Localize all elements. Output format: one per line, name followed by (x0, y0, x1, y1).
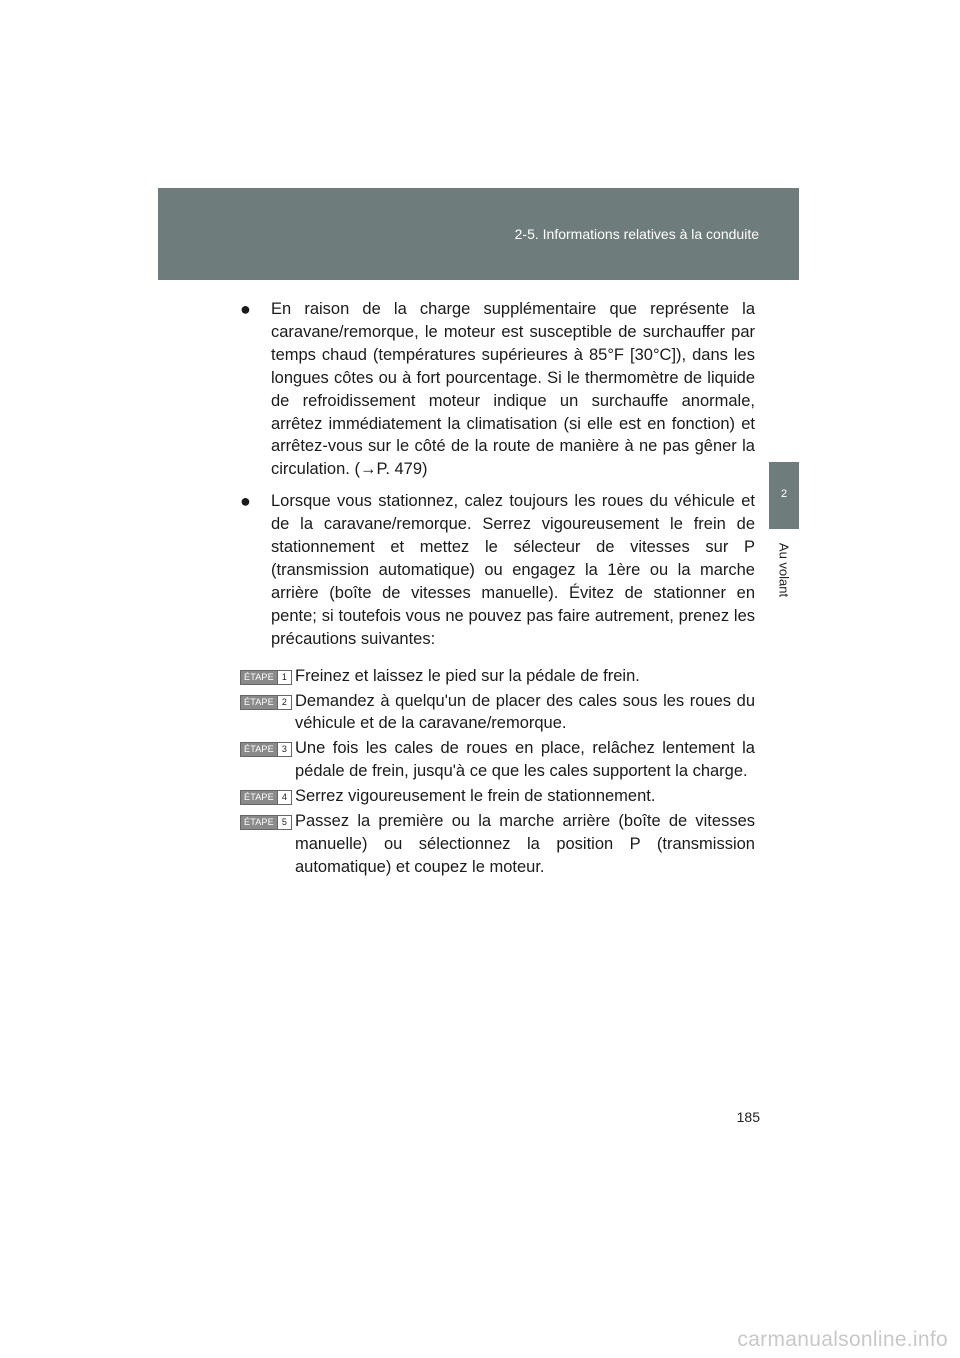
step-badge-label: ÉTAPE (241, 671, 277, 684)
step-badge (240, 695, 292, 710)
page-number: 185 (736, 1109, 760, 1125)
bullet-text: Lorsque vous stationnez, calez toujours les roues du véhicule et de la caravane/remorque. Serrez vigoureusement le frein de stationnement et mettez le sélecteur de vitesses sur P (transmission automatique) ou engagez la 1ère ou la marche arrière (boîte de vitesses manuelle). Évitez de stationner en pente; si toutefois vous ne pouvez pas faire autrement, prenez les précautions suivantes: (271, 492, 755, 648)
chapter-label: Au volant (776, 542, 792, 598)
step-item-5 (240, 810, 755, 879)
bullet-item-overheating (240, 298, 755, 481)
step-item-2 (240, 690, 755, 736)
step-badge-label: ÉTAPE (241, 791, 277, 804)
watermark-text: carmanualsonline.info (737, 1328, 948, 1351)
step-badge-number: 3 (277, 743, 291, 756)
step-badge (240, 790, 292, 805)
step-item-3 (240, 737, 755, 783)
step-badge (240, 815, 292, 830)
step-badge-number: 4 (277, 791, 291, 804)
step-badge (240, 742, 292, 757)
step-text: Une fois les cales de roues en place, relâchez lentement la pédale de frein, jusqu'à ce que les cales supportent la charge. (295, 739, 755, 781)
step-badge-label: ÉTAPE (241, 743, 277, 756)
step-badge-label: ÉTAPE (241, 816, 277, 829)
step-item-4 (240, 785, 755, 808)
step-text: Passez la première ou la marche arrière (boîte de vitesses manuelle) ou sélectionnez la position P (transmission automatique) et coupez le moteur. (295, 812, 755, 876)
bullet-icon: ● (240, 299, 251, 319)
step-item-1 (240, 665, 755, 688)
step-badge (240, 670, 292, 685)
step-text: Serrez vigoureusement le frein de stationnement. (295, 787, 656, 806)
chapter-number: 2 (780, 488, 788, 500)
step-text: Freinez et laissez le pied sur la pédale de frein. (295, 666, 640, 685)
step-list (240, 665, 755, 879)
step-badge-number: 2 (277, 696, 291, 709)
section-title: 2-5. Informations relatives à la conduite (514, 226, 759, 242)
step-badge-number: 5 (277, 816, 291, 829)
step-badge-label: ÉTAPE (241, 696, 277, 709)
bullet-text: En raison de la charge supplémentaire que représente la caravane/remorque, le moteur est susceptible de surchauffer par temps chaud (températures supérieures à 85°F [30°C]), dans les longues côtes ou à fort pourcentage. Si le thermomètre de liquide de refroidissement moteur indique un surchauffe anormale, arrêtez immédiatement la climatisation (si elle est en fonction) et arrêtez-vous sur le côté de la route de manière à ne pas gêner la circulation. (→P. 479) (271, 300, 755, 479)
step-badge-number: 1 (277, 671, 291, 684)
bullet-item-parking (240, 490, 755, 650)
section-header-band (158, 188, 799, 280)
step-text: Demandez à quelqu'un de placer des cales sous les roues du véhicule et de la caravane/remorque. (295, 691, 755, 733)
bullet-icon: ● (240, 491, 251, 512)
chapter-tab (769, 462, 799, 529)
page-content (240, 298, 755, 881)
